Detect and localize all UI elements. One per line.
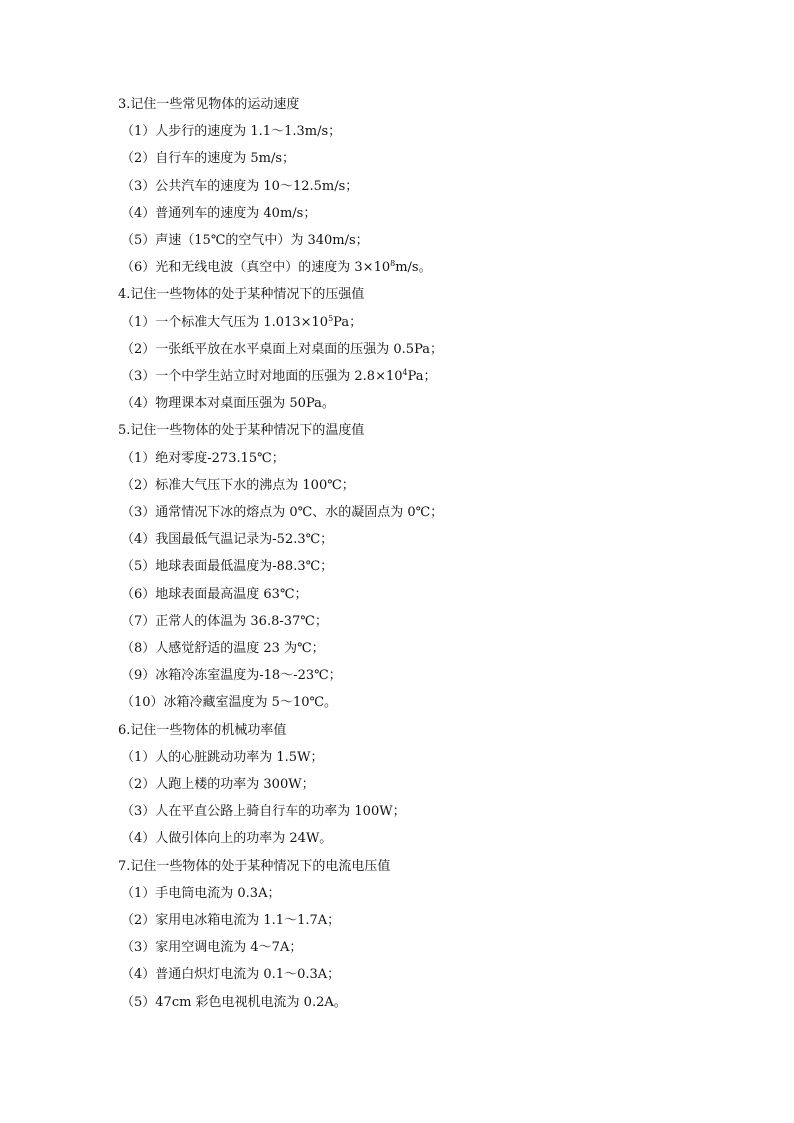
exponent: 5 — [328, 313, 334, 323]
list-item: （5）地球表面最低温度为-88.3℃； — [121, 559, 334, 575]
list-item: （1）手电筒电流为 0.3A； — [121, 885, 281, 901]
list-item: （1）绝对零度-273.15℃； — [121, 450, 285, 466]
list-item: （3）通常情况下冰的熔点为 0℃、水的凝固点为 0℃； — [121, 505, 444, 520]
list-item: （5）声速（15℃的空气中）为 340m/s； — [121, 233, 369, 248]
list-item: （2）标准大气压下水的沸点为 100℃； — [121, 477, 355, 493]
list-item: （4）普通列车的速度为 40m/s； — [121, 205, 317, 221]
list-item: （2）家用电冰箱电流为 1.1～1.7A； — [121, 913, 341, 928]
list-item: （10）冰箱冷藏室温度为 5～10℃。 — [121, 695, 338, 711]
exponent: 8 — [390, 259, 396, 269]
list-item: （2）人跑上楼的功率为 300W； — [121, 777, 315, 792]
list-item: （7）正常人的体温为 36.8-37℃； — [121, 613, 328, 629]
list-item: （6）地球表面最高温度 63℃； — [121, 586, 308, 602]
list-item: （4）普通白炽灯电流为 0.1～0.3A； — [121, 967, 341, 983]
section-heading: 7.记住一些物体的处于某种情况下的电流电压值 — [118, 858, 391, 874]
list-item: （1）人步行的速度为 1.1～1.3m/s； — [121, 124, 342, 140]
item-text: （3）一个中学生站立时对地面的压强为 2.8×10 — [121, 369, 403, 384]
item-unit: Pa； — [407, 369, 437, 384]
list-item: （4）物理课本对桌面压强为 50Pa。 — [121, 396, 335, 412]
list-item: （5）47cm 彩色电视机电流为 0.2A。 — [121, 994, 347, 1010]
list-item — [121, 259, 432, 277]
section-heading: 3.记住一些常见物体的运动速度 — [118, 97, 300, 112]
item-text: （6）光和无线电波（真空中）的速度为 3×10 — [121, 260, 391, 276]
item-unit: m/s。 — [395, 260, 432, 276]
list-item: （8）人感觉舒适的温度 23 为℃； — [121, 641, 325, 656]
list-item: （9）冰箱冷冻室温度为-18～-23℃； — [121, 668, 342, 684]
list-item: （4）人做引体向上的功率为 24W。 — [121, 831, 333, 847]
section-heading: 6.记住一些物体的机械功率值 — [118, 722, 287, 738]
list-item: （4）我国最低气温记录为-52.3℃； — [121, 532, 334, 548]
item-unit: Pa； — [333, 314, 363, 330]
section-heading: 5.记住一些物体的处于某种情况下的温度值 — [118, 423, 365, 439]
list-item: （3）家用空调电流为 4～7A； — [121, 940, 303, 956]
item-text: （1）一个标准大气压为 1.013×10 — [121, 314, 329, 330]
list-item: （3）人在平直公路上骑自行车的功率为 100W； — [121, 804, 406, 820]
list-item — [121, 314, 362, 332]
section-heading: 4.记住一些物体的处于某种情况下的压强值 — [118, 287, 365, 303]
list-item: （1）人的心脏跳动功率为 1.5W； — [121, 749, 324, 765]
exponent: 4 — [402, 368, 408, 377]
list-item: （2）一张纸平放在水平桌面上对桌面的压强为 0.5Pa； — [121, 341, 443, 357]
list-item: （3）公共汽车的速度为 10～12.5m/s； — [121, 178, 359, 194]
list-item — [121, 368, 437, 386]
list-item: （2）自行车的速度为 5m/s； — [121, 151, 296, 167]
